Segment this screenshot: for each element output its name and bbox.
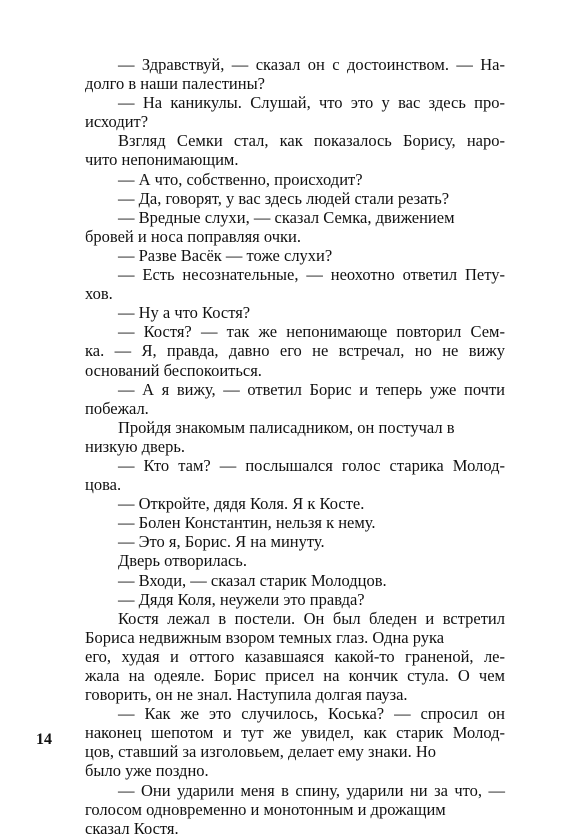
text-line: Костя лежал в постели. Он был бледен и встретил	[118, 608, 505, 628]
text-line: наконец шепотом и тут же увидел, как старик Молод-	[85, 723, 505, 743]
text-line: цова.	[85, 475, 122, 495]
text-line: низкую дверь.	[85, 436, 185, 456]
text-line: — Болен Константин, нельзя к нему.	[118, 513, 376, 533]
text-line: — Да, говорят, у вас здесь людей стали резать?	[118, 188, 450, 208]
text-line: — Кто там? — послышался голос старика Молод-	[118, 455, 505, 475]
text-line: — Вредные слухи, — сказал Семка, движением	[118, 207, 455, 227]
text-line: говорить, он не знал. Наступила долгая пауза.	[85, 685, 408, 705]
text-line: Пройдя знакомым палисадником, он постучал в	[118, 417, 455, 437]
text-line: сказал Костя.	[85, 818, 179, 838]
text-line: — Ну а что Костя?	[118, 303, 251, 323]
text-line: его, худая и оттого казавшаяся какой-то граненой, ле-	[85, 646, 505, 666]
text-line: — А что, собственно, происходит?	[118, 169, 363, 189]
text-line: — Они ударили меня в спину, ударили ни за что, —	[118, 780, 505, 800]
text-line: цов, ставший за изголовьем, делает ему знаки. Но	[85, 742, 436, 762]
text-line: — На каникулы. Слушай, что это у вас здесь про-	[118, 93, 505, 113]
text-line: Бориса недвижным взором темных глаз. Одна рука	[85, 627, 445, 647]
text-line: было уже поздно.	[85, 761, 209, 781]
text-line: — Разве Васёк — тоже слухи?	[118, 245, 333, 265]
text-line: чито непонимающим.	[85, 150, 239, 170]
text-line: — Откройте, дядя Коля. Я к Косте.	[118, 494, 365, 514]
text-line: жала на одеяле. Борис присел на кончик стула. О чем	[85, 666, 505, 685]
text-line: — Это я, Борис. Я на минуту.	[118, 532, 325, 552]
text-line: хов.	[85, 284, 113, 304]
text-line: голосом одновременно и монотонным и дрожащим	[85, 799, 446, 819]
text-line: ка. — Я, правда, давно его не встречал, но не вижу	[85, 341, 505, 361]
text-line: — Входи, — сказал старик Молодцов.	[118, 570, 387, 590]
text-line: Дверь отворилась.	[118, 551, 247, 571]
text-line: — А я вижу, — ответил Борис и теперь уже почти	[118, 379, 505, 399]
text-line: Взгляд Семки стал, как показалось Борису, наро-	[118, 131, 505, 151]
page-number: 14	[36, 731, 52, 748]
text-line: долго в наши палестины?	[85, 74, 265, 94]
text-line: — Как же это случилось, Коська? — спросил он	[118, 704, 505, 724]
text-line: — Дядя Коля, неужели это правда?	[118, 589, 365, 609]
text-line: исходит?	[85, 112, 149, 132]
text-line: — Здравствуй, — сказал он с достоинством. — На-	[118, 55, 505, 74]
text-line: — Костя? — так же непонимающе повторил Сем-	[118, 322, 505, 342]
text-line: — Есть несознательные, — неохотно ответил Пету-	[118, 265, 505, 285]
text-line: побежал.	[85, 398, 149, 418]
text-line: оснований беспокоиться.	[85, 360, 262, 380]
body-text	[85, 55, 505, 838]
text-line: бровей и носа поправляя очки.	[85, 226, 301, 246]
